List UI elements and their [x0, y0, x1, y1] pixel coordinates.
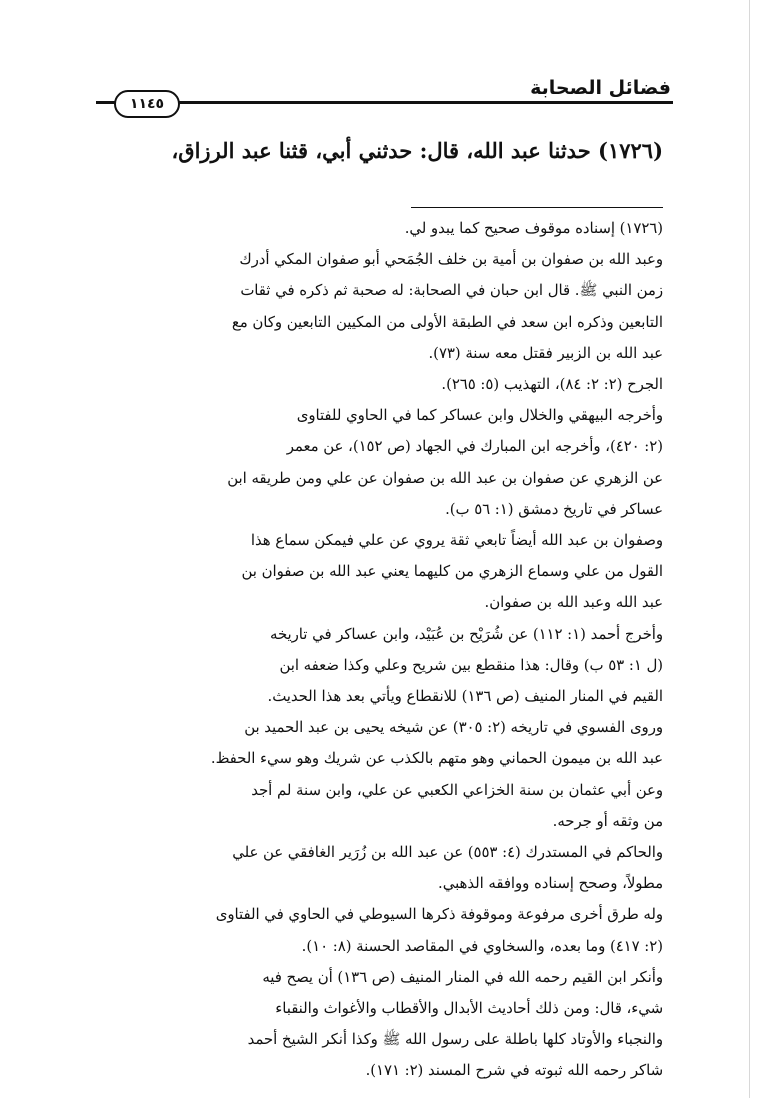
- footnote-line: التابعين وذكره ابن سعد في الطبقة الأولى من المكيين التابعين وكان مع: [231, 313, 663, 331]
- hadith-main-text: (١٧٢٦) حدثنا عبد الله، قال: حدثني أبي، قثنا عبد الرزاق،: [171, 138, 663, 163]
- footnote-paragraph: [91, 712, 663, 774]
- footnote-separator: [411, 207, 663, 208]
- footnote-paragraph: [91, 899, 663, 961]
- footnote-line: وروى الفسوي في تاريخه (٢: ٣٠٥) عن شيخه يحيى بن عبد الحميد بن: [244, 719, 663, 737]
- footnote-line: عبد الله بن الزبير فقتل معه سنة (٧٣).: [428, 344, 663, 362]
- footnote-line: وعبد الله بن صفوان بن أمية بن خلف الجُمَحي أبو صفوان المكي أدرك: [239, 251, 663, 269]
- page-edge-line: [749, 0, 750, 1098]
- footnote-line: مطولاً، وصحح إسناده ووافقه الذهبي.: [438, 875, 663, 893]
- footnote-line: القيم في المنار المنيف (ص ١٣٦) للانقطاع ويأتي بعد هذا الحديث.: [267, 688, 663, 706]
- footnotes-section: [91, 213, 663, 1087]
- footnote-line: من وثقه أو جرحه.: [552, 812, 663, 830]
- footnote-paragraph: [91, 619, 663, 713]
- footnote-line: (١٧٢٦) إسناده موقوف صحيح كما يبدو لي.: [404, 220, 663, 237]
- footnote-paragraph: [91, 962, 663, 1087]
- footnote-line: والحاكم في المستدرك (٤: ٥٥٣) عن عبد الله بن زُرَير الغافقي عن علي: [232, 844, 663, 862]
- footnote-line: وأخرج أحمد (١: ١١٢) عن شُرَيْح بن عُبَيْد، وابن عساكر في تاريخه: [270, 625, 663, 643]
- footnote-line: والنجباء والأوتاد كلها باطلة على رسول الله ﷺ وكذا أنكر الشيخ أحمد: [247, 1031, 663, 1049]
- page-number-badge: ١١٤٥: [114, 90, 180, 118]
- footnote-paragraph: [91, 775, 663, 837]
- footnote-line: (٢: ٤١٧) وما بعده، والسخاوي في المقاصد الحسنة (٨: ١٠).: [301, 937, 663, 955]
- footnote-line: القول من علي وسماع الزهري من كليهما يعني عبد الله بن صفوان بن: [241, 563, 663, 581]
- footnote-paragraph: [91, 525, 663, 619]
- footnote-line: وله طرق أخرى مرفوعة وموقوفة ذكرها السيوطي في الحاوي في الفتاوى: [215, 906, 663, 924]
- footnote-line: وعن أبي عثمان بن سنة الخزاعي الكعبي عن علي، وابن سنة لم أجد: [251, 781, 663, 799]
- footnote-line: (٢: ٤٢٠)، وأخرجه ابن المبارك في الجهاد (ص ١٥٢)، عن معمر: [286, 438, 663, 456]
- running-title: فضائل الصحابة: [530, 77, 671, 99]
- footnote-paragraph: [91, 837, 663, 899]
- footnote-line: عبد الله وعبد الله بن صفوان.: [484, 594, 663, 612]
- footnote-line: الجرح (٢: ٢: ٨٤)، التهذيب (٥: ٢٦٥).: [441, 376, 663, 394]
- footnote-line: (ل ١: ٥٣ ب) وقال: هذا منقطع بين شريح وعلي وكذا ضعفه ابن: [279, 656, 663, 674]
- footnote-line: وصفوان بن عبد الله أيضاً تابعي ثقة يروي عن علي فيمكن سماع هذا: [250, 532, 663, 550]
- footnote-line: عبد الله بن ميمون الحماني وهو متهم بالكذب عن شريك وهو سيء الحفظ.: [210, 750, 663, 768]
- footnote-line: شيء، قال: ومن ذلك أحاديث الأبدال والأقطاب والأغواث والنقباء: [275, 1000, 663, 1018]
- footnote-line: عن الزهري عن صفوان بن عبد الله بن صفوان عن علي ومن طريقه ابن: [227, 469, 663, 487]
- footnote-line: زمن النبي ﷺ. قال ابن حبان في الصحابة: له صحبة ثم ذكره في ثقات: [240, 282, 663, 300]
- footnote-line: شاكر رحمه الله ثبوته في شرح المسند (٢: ١٧١).: [365, 1062, 663, 1080]
- footnote-paragraph: [91, 400, 663, 525]
- header-rule: [96, 101, 673, 104]
- footnote-paragraph: [91, 244, 663, 369]
- footnote-paragraph: [91, 369, 663, 400]
- footnote-paragraph: [91, 213, 663, 244]
- footnote-line: وأخرجه البيهقي والخلال وابن عساكر كما في الحاوي للفتاوى: [296, 407, 663, 425]
- footnote-line: وأنكر ابن القيم رحمه الله في المنار المنيف (ص ١٣٦) أن يصح فيه: [262, 968, 663, 986]
- footnote-line: عساكر في تاريخ دمشق (١: ٥٦ ب).: [445, 500, 663, 518]
